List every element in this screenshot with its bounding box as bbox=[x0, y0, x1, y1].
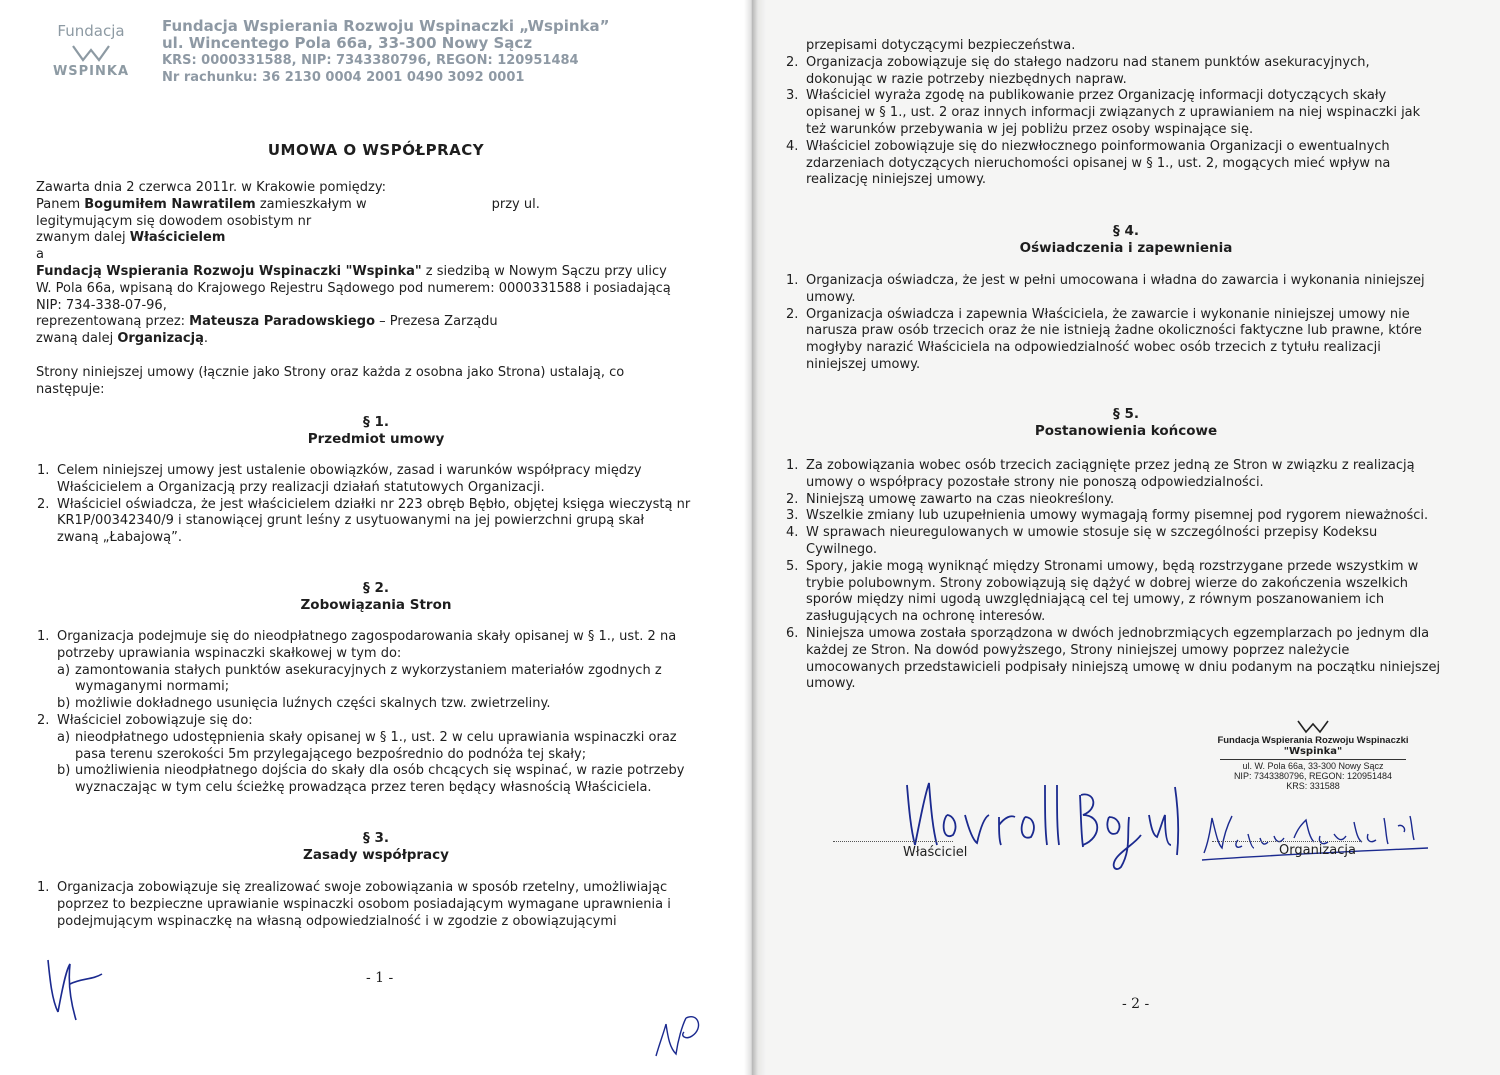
owner-signature-line bbox=[833, 841, 953, 842]
list-item: 5. Spory, jakie mogą wyniknąć między Stronami umowy, będą rozstrzygane przede wszystkim w trybie polubownym. Strony zobowiązują się dążyć w dobrej wierze do zakończenia wszelkich sporów między nimi ugodą uwzględniającą cel tej umowy, z równym poszanowaniem ich zasługujących na ochronę interesów. bbox=[786, 558, 1419, 625]
stamp-org-short: "Wspinka" bbox=[1283, 746, 1343, 757]
list-item: 2. Niniejszą umowę zawarto na czas nieokreślony. bbox=[786, 491, 1115, 507]
list-item: 3. Wszelkie zmiany lub uzupełnienia umowy wymagają formy pisemnej pod rygorem nieważności. bbox=[786, 508, 1429, 524]
org-signature-caption: Organizacja bbox=[1279, 843, 1356, 858]
list-item: 1. Organizacja oświadcza, że jest w pełni umocowana i władna do zawarcia i wykonania niniejszej umowy. bbox=[786, 273, 1425, 305]
list-item: 2. Organizacja oświadcza i zapewnia Właściciela, że zawarcie i wykonanie niniejszej umowy nie narusza praw osób trzecich oraz że nie istnieją żadne okoliczności faktyczne lub prawne, które mogłyby narazić Właściciela na odpowiedzialność wobec osób trzecich z tytułu realizacji niniejszej umowy. bbox=[786, 306, 1422, 372]
page-number: - 1 - bbox=[366, 970, 394, 986]
intro-line: reprezentowaną przez: Mateusza Paradowskiego – Prezesa Zarządu bbox=[36, 314, 498, 330]
letterhead-registry: KRS: 0000331588, NIP: 7343380796, REGON: 120951484 bbox=[162, 53, 579, 68]
logo-text-bottom: WSPINKA bbox=[52, 64, 130, 79]
organization-name: Fundacją Wspierania Rozwoju Wspinaczki "Wspinka" bbox=[36, 263, 422, 279]
section-3-heading bbox=[0, 830, 752, 864]
page-2 bbox=[752, 0, 1500, 1075]
section-3-list-part1 bbox=[37, 880, 737, 930]
list-item: 6. Niniejsza umowa została sporządzona w dwóch jednobrzmiących egzemplarzach po jednym dla każdej ze Stron. Na dowód powyższego, Strony niniejszej umowy poprzez należycie umocowanych przedstawicieli podpisały niniejszą umowę w dniu podanym na początku niniejszej umowy. bbox=[786, 625, 1441, 692]
section-2-list bbox=[37, 629, 737, 797]
sub-item: a) zamontowania stałych punktów asekuracyjnych z wykorzystaniem materiałów zgodnych z wymaganymi normami; bbox=[57, 662, 662, 695]
owner-signature-caption: Właściciel bbox=[903, 845, 968, 860]
section-number: § 1. bbox=[363, 414, 389, 430]
section-number: § 3. bbox=[363, 830, 389, 846]
initials-owner-signature bbox=[40, 950, 110, 1025]
intro-line: Fundacją Wspierania Rozwoju Wspinaczki "Wspinka" z siedzibą w Nowym Sączu przy ulicy bbox=[36, 263, 667, 279]
section-5-heading bbox=[752, 406, 1500, 440]
section-3-list-part2 bbox=[786, 38, 1486, 189]
intro-line: Panem Bogumiłem Nawratilem zamieszkałym w przy ul. bbox=[36, 196, 540, 212]
section-1-list bbox=[37, 463, 737, 547]
letterhead-address: ul. Wincentego Pola 66a, 33-300 Nowy Sącz bbox=[162, 34, 533, 52]
list-item: 1. Za zobowiązania wobec osób trzecich zaciągnięte przez jedną ze Stron w związku z realizacją umowy o współpracy pozostałe strony nie ponoszą odpowiedzialności. bbox=[786, 458, 1415, 490]
section-5-list bbox=[786, 458, 1486, 693]
org-signature-line bbox=[1212, 841, 1362, 842]
stamp-krs: KRS: 331588 bbox=[1286, 781, 1340, 791]
section-title: Oświadczenia i zapewnienia bbox=[1019, 239, 1233, 256]
section-2-heading bbox=[0, 580, 752, 614]
initials-org-signature bbox=[650, 1002, 710, 1062]
logo-text-top: Fundacja bbox=[57, 22, 125, 40]
list-item: 1. Organizacja podejmuje się do nieodpłatnego zagospodarowania skały opisanej w § 1., ust. 2 na potrzeby uprawiania wspinaczki skałkowej w tym do: a) zamontowania stałych punktów asekuracyjnych z wykorzystaniem materiałów zgodnych z wymaganymi normami; b) możliwie dokładnego usunięcia luźnych części skalnych tzw. zwietrzeliny. bbox=[37, 629, 737, 713]
representative-name: Mateusza Paradowskiego bbox=[189, 314, 376, 330]
section-title: Zobowiązania Stron bbox=[300, 596, 452, 613]
list-item: 2. Organizacja zobowiązuje się do stałego nadzoru nad stanem punktów asekuracyjnych, dokonując w razie potrzeby niezbędnych napraw. bbox=[786, 54, 1370, 87]
list-item: 4. Właściciel zobowiązuje się do niezwłocznego poinformowania Organizacji o ewentualnych zdarzeniach dotyczących nieruchomości opisanej w § 1., ust. 2, mogących mieć wpływ na realizację niniejszej umowy. bbox=[786, 138, 1391, 188]
logo-mountain-icon bbox=[71, 42, 111, 64]
letterhead bbox=[162, 18, 722, 86]
intro-line: legitymującym się dowodem osobistym nr bbox=[36, 213, 312, 229]
section-title: Przedmiot umowy bbox=[307, 430, 445, 447]
list-item-continuation: przepisami dotyczącymi bezpieczeństwa. bbox=[806, 38, 1076, 53]
intro-line: następuje: bbox=[36, 381, 105, 397]
stamp-tax-ids: NIP: 7343380796, REGON: 120951484 bbox=[1233, 771, 1393, 781]
list-item: 1. Celem niniejszej umowy jest ustalenie obowiązków, zasad i warunków współpracy między Właścicielem a Organizacją przy realizacji działań statutowych Organizacji. bbox=[37, 463, 642, 495]
letterhead-name: Fundacja Wspierania Rozwoju Wspinaczki „Wspinka” bbox=[162, 17, 610, 35]
sub-item: b) możliwie dokładnego usunięcia luźnych części skalnych tzw. zwietrzeliny. bbox=[57, 696, 551, 712]
letterhead-account: Nr rachunku: 36 2130 0004 2001 0490 3092 0001 bbox=[162, 70, 525, 85]
document-title: UMOWA O WSPÓŁPRACY bbox=[267, 141, 485, 159]
section-1-heading bbox=[0, 414, 752, 448]
owner-name: Bogumiłem Nawratilem bbox=[84, 196, 256, 212]
intro-line: zwaną dalej Organizacją. bbox=[36, 331, 209, 347]
section-number: § 5. bbox=[1113, 406, 1139, 422]
stamp-address: ul. W. Pola 66a, 33-300 Nowy Sącz bbox=[1242, 761, 1384, 771]
stamp-mountain-icon bbox=[1296, 718, 1330, 734]
intro-line: Zawarta dnia 2 czerwca 2011r. w Krakowie pomiędzy: bbox=[36, 180, 386, 195]
intro-line: NIP: 734-338-07-96, bbox=[36, 297, 167, 313]
section-number: § 4. bbox=[1113, 223, 1139, 239]
sub-item: a) nieodpłatnego udostępnienia skały opisanej w § 1., ust. 2 w celu uprawiania wspinaczki oraz pasa terenu szerokości 5m przylegającego bezpośrednio do podnóża tej skały; bbox=[57, 729, 677, 762]
page-seam bbox=[744, 0, 758, 1075]
section-title: Zasady współpracy bbox=[303, 846, 449, 863]
stamp-org-name: Fundacja Wspierania Rozwoju Wspinaczki bbox=[1217, 735, 1409, 746]
list-item: 2. Właściciel oświadcza, że jest właścicielem działki nr 223 obręb Bębło, objętej księga wieczystą nr KR1P/00342340/9 i stanowiącej grunt leśny z usytuowanymi na jej powierzchni grupą skał zwaną „Łabajową”. bbox=[37, 496, 691, 546]
section-4-list bbox=[786, 273, 1486, 374]
section-number: § 2. bbox=[363, 580, 389, 596]
organization-stamp bbox=[1208, 718, 1418, 791]
intro-line: W. Pola 66a, wpisaną do Krajowego Rejestru Sądowego pod numerem: 0000331588 i posiadającą bbox=[36, 280, 671, 296]
intro-line: Strony niniejszej umowy (łącznie jako Strony oraz każda z osobna jako Strona) ustalają, co bbox=[36, 364, 625, 380]
page-number: - 2 - bbox=[1122, 996, 1150, 1012]
list-item: 2. Właściciel zobowiązuje się do: a) nieodpłatnego udostępnienia skały opisanej w § 1., ust. 2 w celu uprawiania wspinaczki oraz pasa terenu szerokości 5m przylegającego bezpośrednio do podnóża tej skały; b) umożliwienia nieodpłatnego dojścia do skały dla osób chcących się wspinać, w razie potrzeby wyznaczając w tym celu ścieżkę prowadząca przez teren będący własnością Właściciela. bbox=[37, 713, 737, 797]
intro bbox=[36, 180, 736, 399]
section-title: Postanowienia końcowe bbox=[1034, 422, 1218, 439]
list-item: 3. Właściciel wyraża zgodę na publikowanie przez Organizację informacji dotyczących skały opisanej w § 1., ust. 2 oraz innych informacji związanych z uprawianiem na niej wspinaczki jak też warunków przebywania w jej pobliżu przez osoby wspinające się. bbox=[786, 88, 1421, 137]
sub-item: b) umożliwienia nieodpłatnego dojścia do skały dla osób chcących się wspinać, w razie potrzeby wyznaczając w tym celu ścieżkę prowadząca przez teren będący własnością Właściciela. bbox=[57, 763, 685, 796]
intro-line: zwanym dalej Właścicielem bbox=[36, 230, 226, 246]
foundation-logo bbox=[36, 22, 146, 79]
list-item: 4. W sprawach nieuregulowanych w umowie stosuje się w szczególności przepisy Kodeksu Cywilnego. bbox=[786, 525, 1378, 557]
section-4-heading bbox=[752, 223, 1500, 257]
intro-line: a bbox=[36, 247, 44, 263]
list-item: 1. Organizacja zobowiązuje się zrealizować swoje zobowiązania w sposób rzetelny, umożliwiając poprzez to bezpieczne uprawianie wspinaczki osobom posiadającym wymagane uprawnienia i podejmującym wspinaczkę na własną odpowiedzialność i w zgodzie z obowiązującymi bbox=[37, 880, 671, 929]
